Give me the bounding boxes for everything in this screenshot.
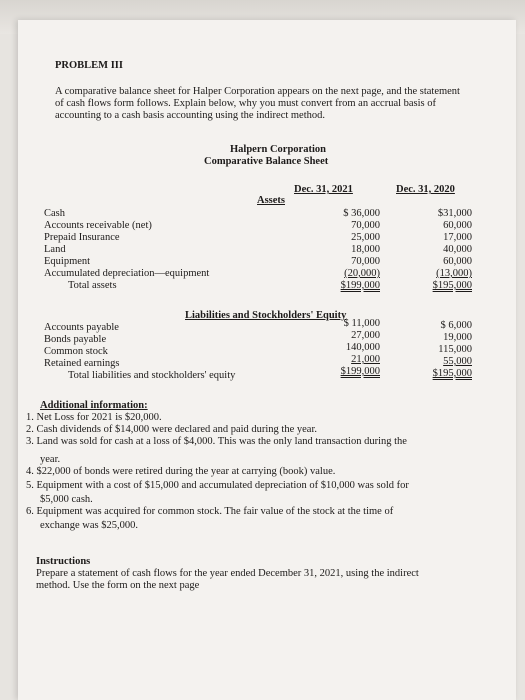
list-item <box>26 506 496 532</box>
value-2020: 60,000 <box>443 256 472 267</box>
value-2021: $ 11,000 <box>343 318 380 329</box>
total-liabilities-label: Total liabilities and stockholders' equity <box>68 370 236 381</box>
value-2021: 25,000 <box>351 232 380 243</box>
value-2020: 60,000 <box>443 220 472 231</box>
item-number: 5. <box>26 480 34 491</box>
value-2020: $ 6,000 <box>440 320 472 331</box>
instructions-line-2: method. Use the form on the next page <box>36 580 200 591</box>
total-liabilities-2021: $199,000 <box>340 366 380 377</box>
sheet-title: Comparative Balance Sheet <box>204 156 329 167</box>
item-text: $22,000 of bonds were retired during the year at carrying (book) value. <box>36 466 336 477</box>
company-name: Halpern Corporation <box>230 144 326 155</box>
value-2020: (13,000) <box>436 268 472 279</box>
value-2021: 27,000 <box>351 330 380 341</box>
list-item <box>26 436 496 466</box>
total-assets-2021: $199,000 <box>340 280 380 291</box>
intro-line-1: A comparative balance sheet for Halper Corporation appears on the next page, and the statement <box>55 86 460 97</box>
item-text-cont: year. <box>40 454 61 465</box>
item-text: Equipment with a cost of $15,000 and accumulated depreciation of $10,000 was sold for <box>36 480 409 491</box>
item-text-cont: $5,000 cash. <box>40 494 93 505</box>
row-label: Prepaid Insurance <box>44 232 120 243</box>
row-label: Retained earnings <box>44 358 120 369</box>
total-assets-label: Total assets <box>68 280 117 291</box>
item-text: Net Loss for 2021 is $20,000. <box>36 412 162 423</box>
col-header-2020: Dec. 31, 2020 <box>396 184 455 195</box>
row-label: Accumulated depreciation—equipment <box>44 268 210 279</box>
value-2020: 17,000 <box>443 232 472 243</box>
document-page <box>18 20 516 700</box>
list-item <box>26 466 486 478</box>
liabilities-heading: Liabilities and Stockholders' Equity <box>185 310 347 321</box>
value-2021: 18,000 <box>351 244 380 255</box>
intro-line-2: of cash flows form follows. Explain below, why you must convert from an accrual basis of <box>55 98 437 109</box>
row-label: Land <box>44 244 66 255</box>
item-number: 2. <box>26 424 34 435</box>
row-label: Bonds payable <box>44 334 107 345</box>
value-2020: $31,000 <box>437 208 472 219</box>
value-2020: 115,000 <box>438 344 472 355</box>
value-2021: 21,000 <box>351 354 380 365</box>
item-text: Equipment was acquired for common stock. The fair value of the stock at the time of <box>36 506 394 517</box>
item-number: 1. <box>26 412 34 423</box>
row-label: Accounts payable <box>44 322 119 333</box>
value-2020: 55,000 <box>443 356 472 367</box>
row-label: Common stock <box>44 346 108 357</box>
assets-heading: Assets <box>257 195 285 206</box>
instructions-text <box>36 568 506 592</box>
value-2020: 40,000 <box>443 244 472 255</box>
value-2020: 19,000 <box>443 332 472 343</box>
value-2021: $ 36,000 <box>343 208 380 219</box>
item-number: 4. <box>26 466 34 477</box>
problem-title: PROBLEM III <box>55 60 123 71</box>
row-label: Equipment <box>44 256 91 267</box>
row-label: Accounts receivable (net) <box>44 220 152 231</box>
value-2021: 70,000 <box>351 220 380 231</box>
total-assets-2020: $195,000 <box>432 280 472 291</box>
intro-paragraph <box>55 86 503 122</box>
value-2021: (20,000) <box>344 268 380 279</box>
instructions-heading: Instructions <box>36 556 91 567</box>
item-number: 3. <box>26 436 34 447</box>
instructions-line-1: Prepare a statement of cash flows for the year ended December 31, 2021, using the indirect <box>36 568 419 579</box>
item-text: Land was sold for cash at a loss of $4,000. This was the only land transaction during the <box>36 436 407 447</box>
item-text: Cash dividends of $14,000 were declared and paid during the year. <box>36 424 318 435</box>
list-item <box>26 412 486 424</box>
item-text-cont: exchange was $25,000. <box>40 520 138 531</box>
total-liabilities-2020: $195,000 <box>432 368 472 379</box>
row-label: Cash <box>44 208 65 219</box>
additional-info-heading: Additional information: <box>40 400 148 411</box>
col-header-2021: Dec. 31, 2021 <box>294 184 353 195</box>
value-2021: 70,000 <box>351 256 380 267</box>
list-item <box>26 424 486 436</box>
list-item <box>26 480 496 506</box>
intro-line-3: accounting to a cash basis accounting using the indirect method. <box>55 110 326 121</box>
item-number: 6. <box>26 506 34 517</box>
value-2021: 140,000 <box>345 342 380 353</box>
